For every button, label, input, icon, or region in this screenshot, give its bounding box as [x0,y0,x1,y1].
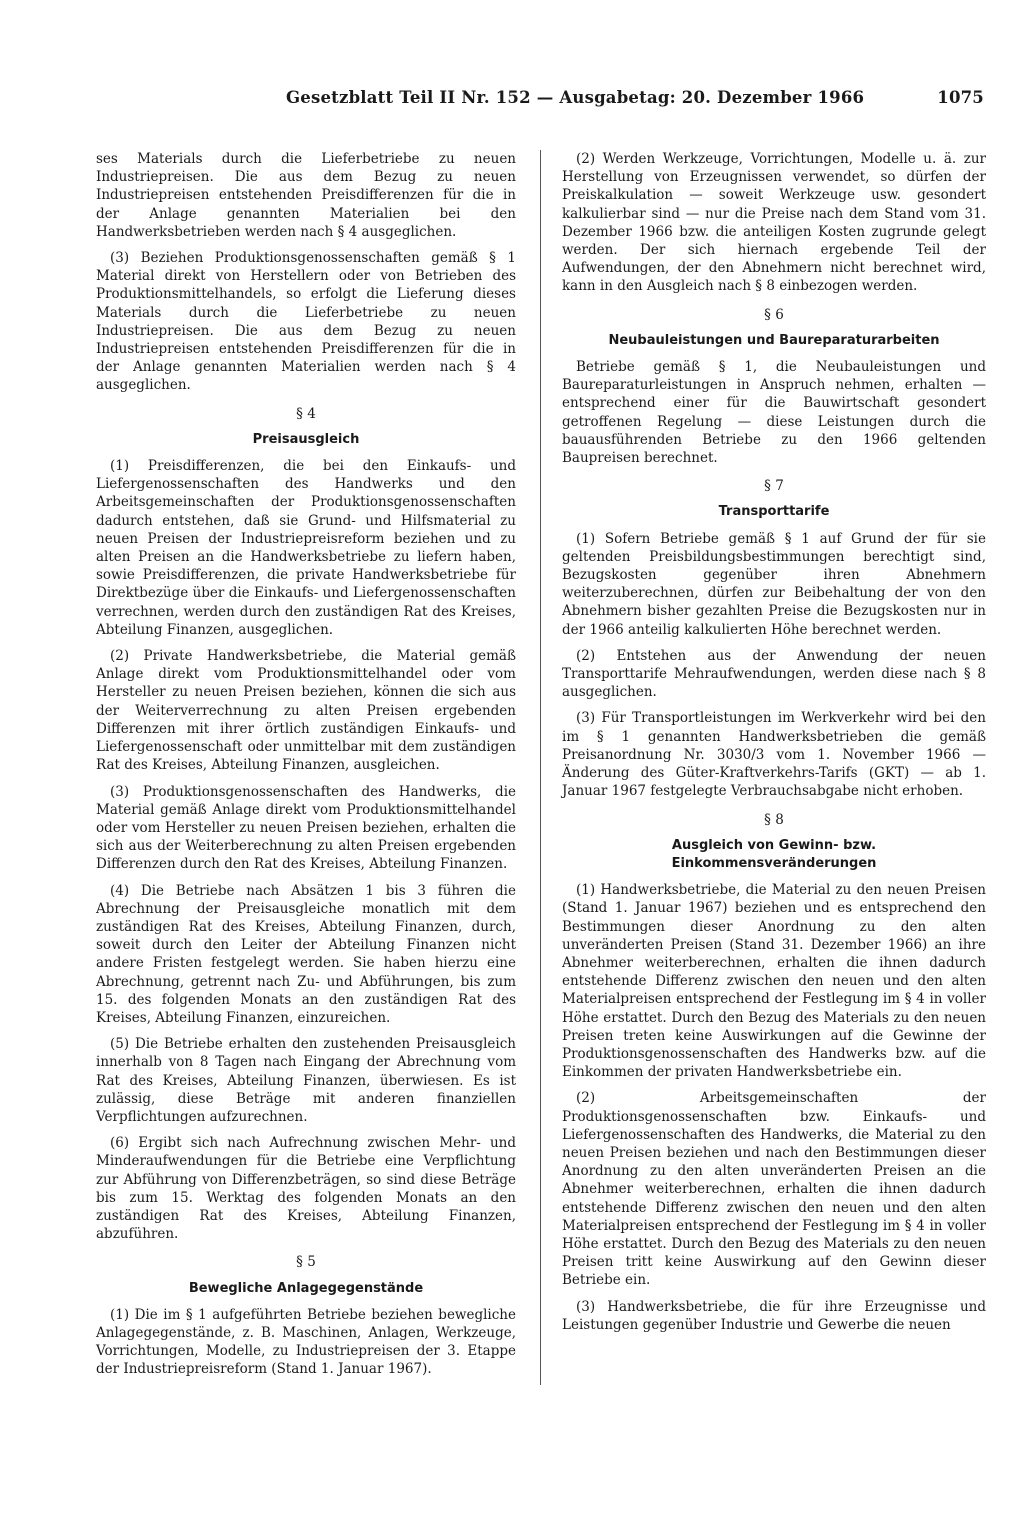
paragraph: (1) Preisdifferenzen, die bei den Einkaufs- und Liefergenossenschaften des Handwerks und den Arbeitsgemeinschaften der Produktionsgenossenschaften dadurch entstehen, daß sie Grund- und Hilfsmaterial zu neuen Preisen der Industriepreisreform beziehen und zu alten Preisen an die Handwerksbetriebe zu liefern haben, sowie Preisdifferenzen, die private Handwerksbetriebe für Direktbezüge über die Einkaufs- und Liefergenossenschaften verrechnen, werden durch den zuständigen Rat des Kreises, Abteilung Finanzen, ausgeglichen. [96,458,516,638]
page-number: 1075 [937,88,984,107]
section-number: § 6 [764,306,784,323]
page-header [0,88,1024,114]
paragraph: (2) Werden Werkzeuge, Vorrichtungen, Modelle u. ä. zur Herstellung von Erzeugnissen verwendet, so dürfen der Preiskalkulation — soweit Werkzeuge usw. gesondert kalkulierbar sind — nur die Preise nach dem Stand vom 31. Dezember 1966 bzw. die anteiligen Kosten zugrunde gelegt werden. Der sich hiernach ergebende Teil der Aufwendungen, der den Abnehmern nicht berechnet wird, kann in den Ausgleich nach § 8 einbezogen werden. [562,151,986,295]
paragraph: (2) Entstehen aus der Anwendung der neuen Transporttarife Mehraufwendungen, werden diese nach § 8 ausgeglichen. [562,647,986,701]
section-number: § 5 [296,1254,316,1271]
section-heading: Neubauleistungen und Baureparaturarbeiten [608,332,940,348]
paragraph: (6) Ergibt sich nach Aufrechnung zwischen Mehr- und Minderaufwendungen für die Betriebe eine Verpflichtung zur Abführung von Differenzbeträgen, so sind diese Beträge bis zum 15. Werktag des folgenden Monats an den zuständigen Rat des Kreises, Abteilung Finanzen, abzuführen. [96,1135,516,1243]
paragraph: (3) Handwerksbetriebe, die für ihre Erzeugnisse und Leistungen gegenüber Industrie und Gewerbe die neuen [562,1298,986,1333]
section-heading [562,837,986,873]
paragraph: (3) Beziehen Produktionsgenossenschaften gemäß § 1 Material direkt von Herstellern oder von Betrieben des Produktionsmittelhandels, so erfolgt die Lieferung dieses Materials durch die Lieferbetriebe zu neuen Industriepreisen. Die aus dem Bezug zu neuen Industriepreisen entstehenden Preisdifferenzen für die in der Anlage genannten Materialien werden nach § 4 ausgeglichen. [96,250,516,394]
left-column [96,150,516,1387]
paragraph: Betriebe gemäß § 1, die Neubauleistungen und Baureparaturleistungen in Anspruch nehmen, erhalten — entsprechend einer für die Bauwirtschaft gesondert getroffenen Regelung — diese Leistungen durch die bauausführenden Betriebe zu den 1966 geltenden Baupreisen berechnet. [562,359,986,467]
section-heading-line: Ausgleich von Gewinn- bzw. [671,837,877,853]
section-heading: Transporttarife [718,504,830,520]
paragraph: ses Materials durch die Lieferbetriebe zu neuen Industriepreisen. Die aus dem Bezug zu neuen Industriepreisen entstehenden Preisdifferenzen für die in der Anlage genannten Materialien bei den Handwerksbetrieben werden nach § 4 ausgeglichen. [96,151,516,240]
paragraph: (3) Produktionsgenossenschaften des Handwerks, die Material gemäß Anlage direkt vom Produktionsmittelhandel oder vom Hersteller zu neuen Preisen beziehen, erhalten die sich aus der Weiterberechnung zu alten Preisen ergebenden Differenzen durch den Rat des Kreises, Abteilung Finanzen. [96,783,516,873]
paragraph: (2) Private Handwerksbetriebe, die Material gemäß Anlage direkt vom Produktionsmittelhandel oder vom Hersteller zu neuen Preisen beziehen, können die sich aus der Weiterverrechnung zu alten Preisen ergebenden Differenzen mit ihrer örtlich zuständigen Einkaufs- und Liefergenossenschaft oder unmittelbar mit dem zuständigen Rat des Kreises, Abteilung Finanzen, ausgleichen. [96,648,516,774]
section-number: § 4 [296,405,316,422]
section-number: § 7 [764,478,784,495]
section-number: § 8 [764,811,784,828]
paragraph: (4) Die Betriebe nach Absätzen 1 bis 3 führen die Abrechnung der Preisausgleiche monatlich mit dem zuständigen Rat des Kreises, Abteilung Finanzen, durch, soweit durch den Leiter der Abteilung Finanzen nicht andere Fristen festgelegt werden. Sie haben hierzu eine Abrechnung, getrennt nach Zu- und Abführungen, bis zum 15. des folgenden Monats an den zuständigen Rat des Kreises, Abteilung Finanzen, einzureichen. [96,882,516,1026]
right-column [562,150,986,1342]
paragraph: (2) Arbeitsgemeinschaften der Produktionsgenossenschaften bzw. Einkaufs- und Liefergenossenschaften des Handwerks, die Material zu den neuen Preisen beziehen und nach den Bestimmungen dieser Anordnung zu den alten unveränderten Preisen an die Abnehmer weiterberechnen, erhalten die ihnen dadurch entstehende Differenz zwischen den neuen und den alten Materialpreisen entsprechend der Festlegung im § 4 in voller Höhe erstattet. Durch den Bezug des Materials zu den neuen Preisen tritt keine Auswirkung auf den Gewinn dieser Betriebe ein. [562,1090,986,1289]
paragraph: (3) Für Transportleistungen im Werkverkehr wird bei den im § 1 genannten Handwerksbetrieben die gemäß Preisanordnung Nr. 3030/3 vom 1. November 1966 — Änderung des Güter-Kraftverkehrs-Tarifs (GKT) — ab 1. Januar 1967 festgelegte Verbrauchsabgabe nicht erhoben. [562,710,986,800]
section-heading-line: Einkommensveränderungen [671,855,877,871]
column-divider [540,150,541,1385]
section-heading: Preisausgleich [252,431,360,447]
paragraph: (1) Die im § 1 aufgeführten Betriebe beziehen bewegliche Anlagegegenstände, z. B. Maschinen, Anlagen, Werkzeuge, Vorrichtungen, Modelle, zu Industriepreisen der 3. Etappe der Industriepreisreform (Stand 1. Januar 1967). [96,1306,516,1378]
section-heading: Bewegliche Anlagegegenstände [188,1280,424,1296]
paragraph: (1) Handwerksbetriebe, die Material zu den neuen Preisen (Stand 1. Januar 1967) beziehen und es entsprechend den Bestimmungen dieser Anordnung zu den alten unveränderten Preisen (Stand 31. Dezember 1966) an ihre Abnehmer weiterberechnen, erhalten die ihnen dadurch entstehende Differenz zwischen den neuen und den alten Materialpreisen entsprechend der Festlegung im § 4 in voller Höhe erstattet. Durch den Bezug des Materials zu den neuen Preisen treten keine Auswirkungen auf die Gewinne der Produktionsgenossenschaften des Handwerks bzw. auf die Einkommen der privaten Handwerksbetriebe ein. [562,882,986,1081]
header-title: Gesetzblatt Teil II Nr. 152 — Ausgabetag: 20. Dezember 1966 [286,88,865,107]
paragraph: (5) Die Betriebe erhalten den zustehenden Preisausgleich innerhalb von 8 Tagen nach Eingang der Abrechnung vom Rat des Kreises, Abteilung Finanzen, überwiesen. Es ist zulässig, diese Beträge mit anderen finanziellen Verpflichtungen aufzurechnen. [96,1036,516,1125]
paragraph: (1) Sofern Betriebe gemäß § 1 auf Grund der für sie geltenden Preisbildungsbestimmungen berechtigt sind, Bezugskosten gegenüber ihren Abnehmern weiterzuberechnen, dürfen zur Beibehaltung der von den Abnehmern bisher gezahlten Preise die Bezugskosten nur in der 1966 anteilig kalkulierten Höhe berechnet werden. [562,530,986,638]
